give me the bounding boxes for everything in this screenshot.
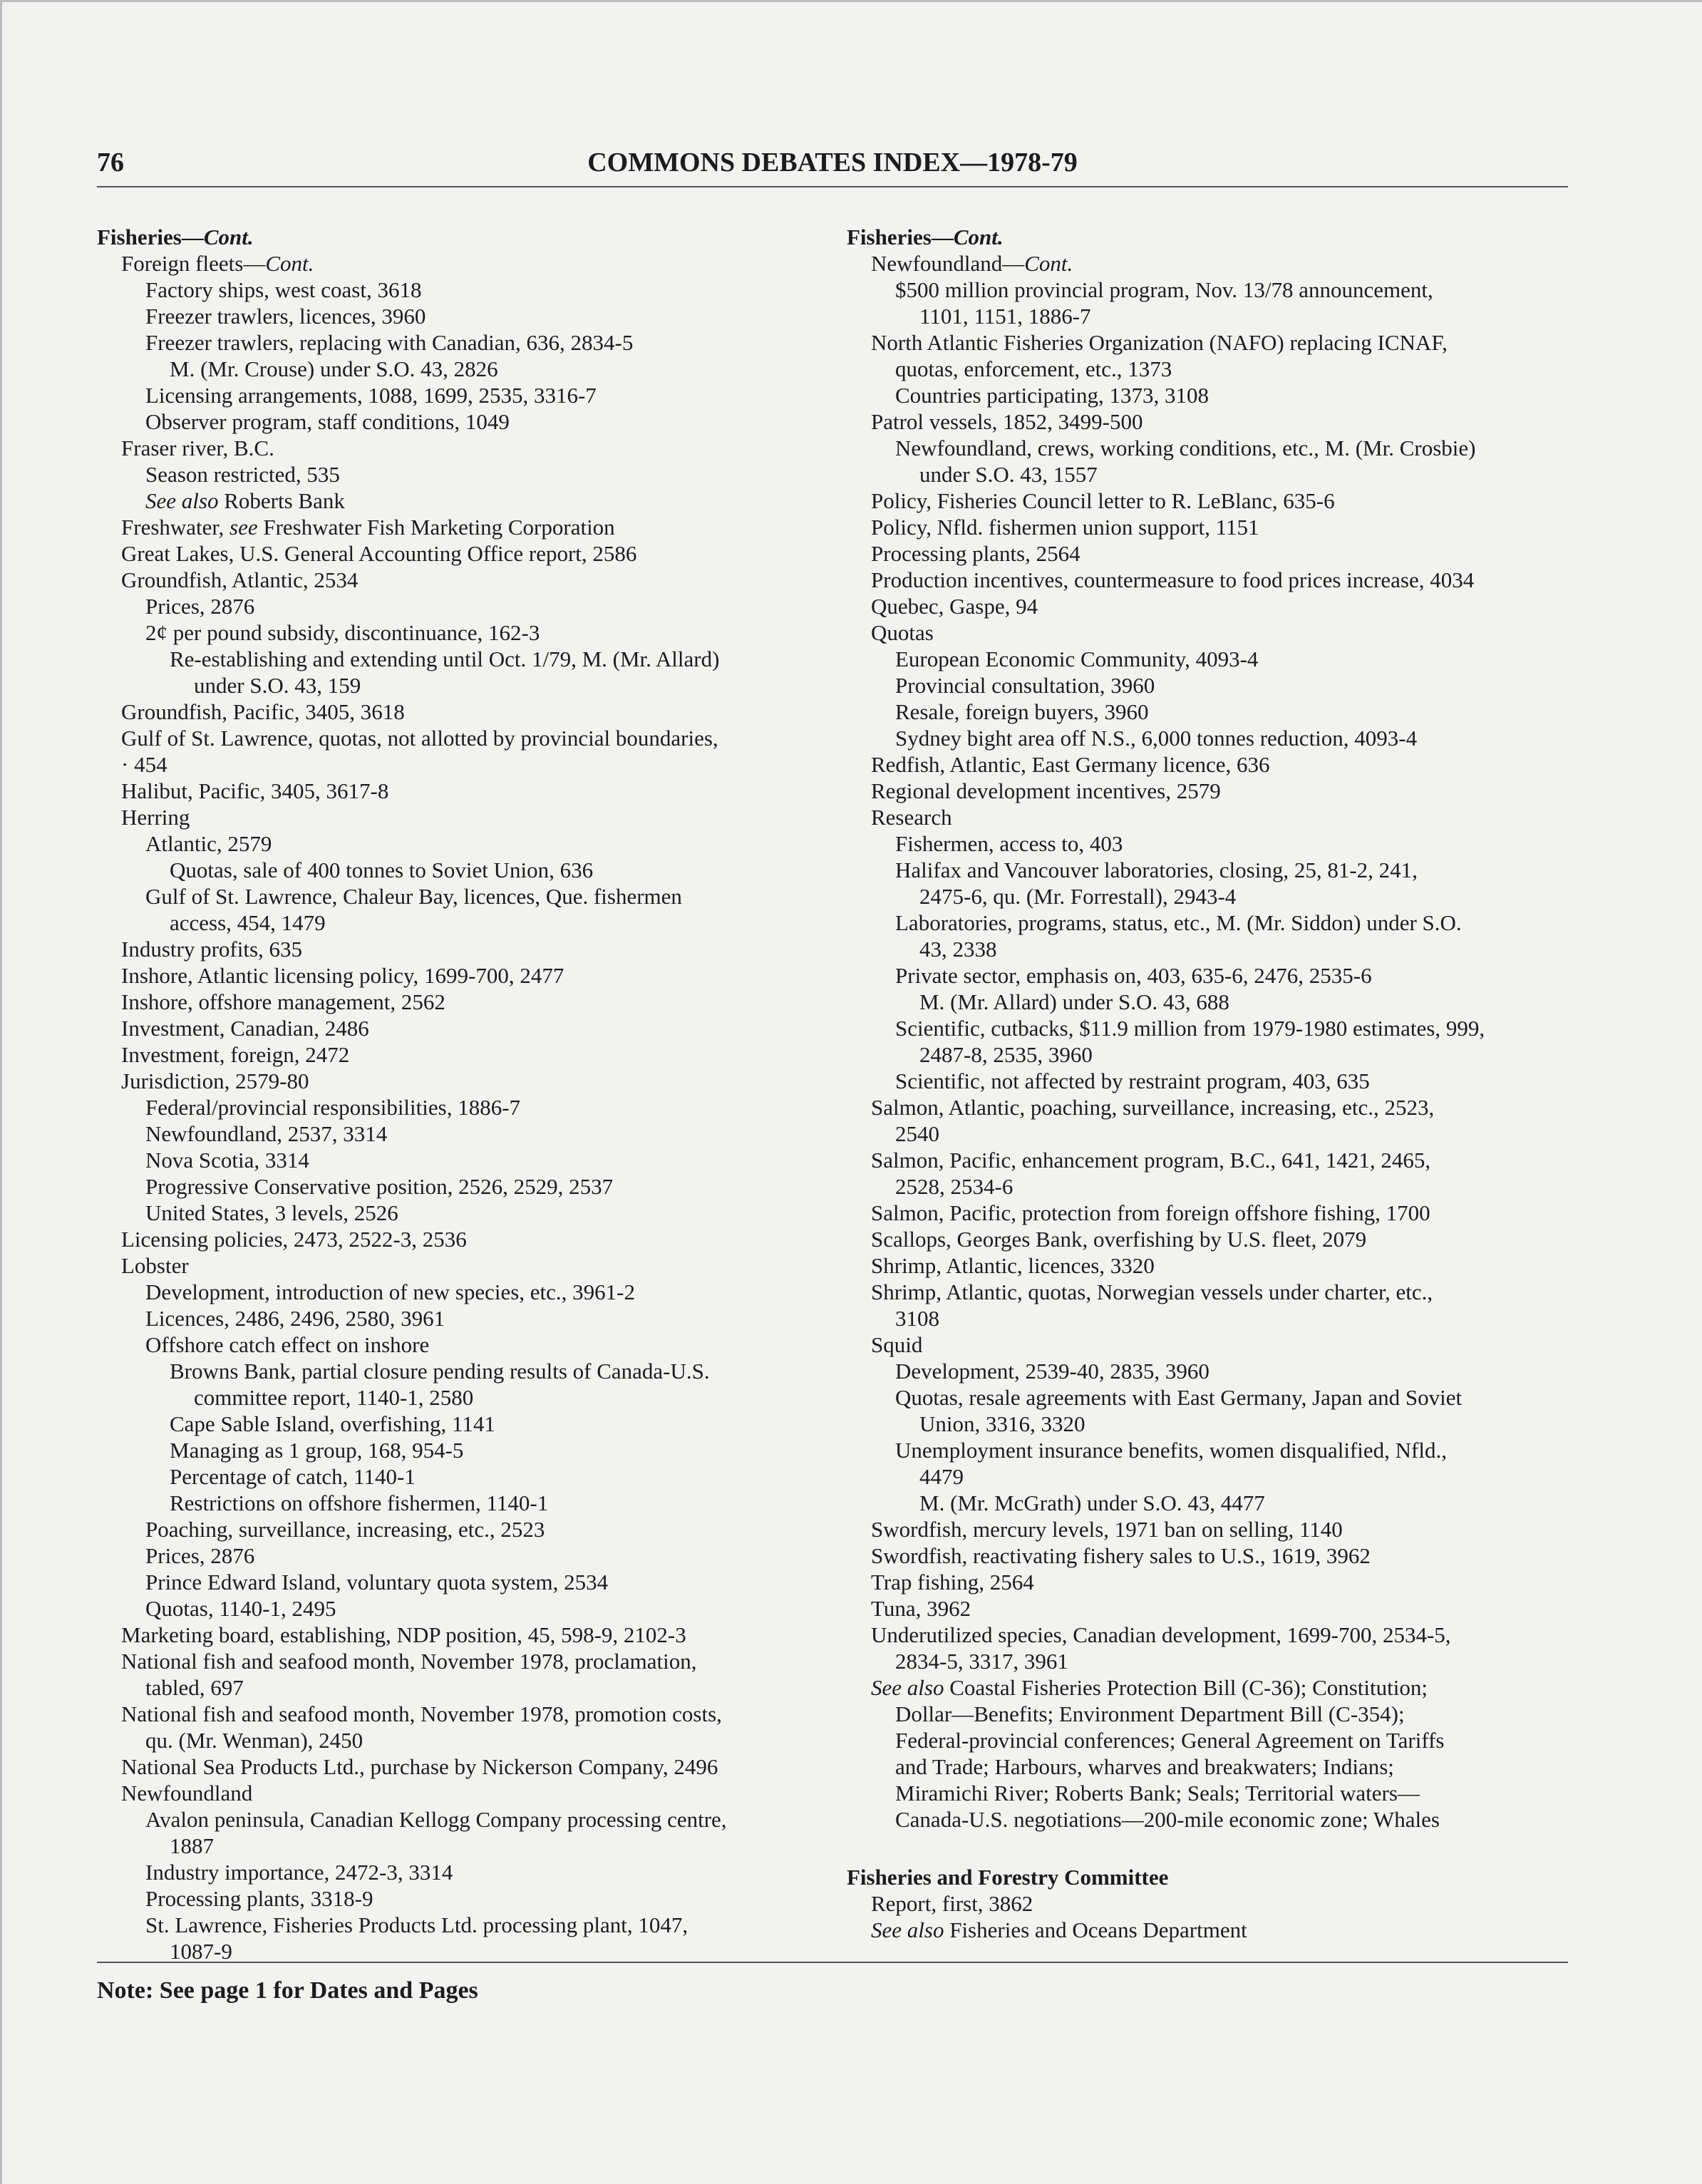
index-entry-text: Freezer trawlers, replacing with Canadian, 636, 2834-5 — [145, 330, 634, 355]
index-entry-text: Prince Edward Island, voluntary quota system, 2534 — [145, 1570, 609, 1595]
index-entry-text: Scientific, not affected by restraint program, 403, 635 — [895, 1068, 1370, 1093]
index-entry — [847, 1701, 1581, 1727]
index-entry-text: Shrimp, Atlantic, licences, 3320 — [871, 1253, 1155, 1278]
index-entry — [97, 1622, 845, 1648]
index-entry — [847, 672, 1581, 699]
index-entry-text: Freezer trawlers, licences, 3960 — [145, 304, 426, 329]
index-entry-text: Quotas, resale agreements with East Germany, Japan and Soviet — [895, 1385, 1463, 1410]
index-entry-text: Observer program, staff conditions, 1049 — [145, 409, 510, 434]
index-entry-text: Quotas — [871, 620, 934, 645]
index-entry-text: Union, 3316, 3320 — [919, 1411, 1085, 1436]
index-entry — [97, 646, 845, 672]
index-entry-text: Quotas, sale of 400 tonnes to Soviet Union, 636 — [170, 857, 594, 882]
index-entry — [847, 567, 1581, 593]
index-entry — [847, 1279, 1581, 1305]
index-entry-text: Canada-U.S. negotiations—200-mile economic zone; Whales — [895, 1807, 1440, 1832]
index-entry — [847, 646, 1581, 672]
index-entry-text: quotas, enforcement, etc., 1373 — [895, 356, 1172, 381]
index-entry — [97, 540, 845, 567]
index-entry-italic: See also — [871, 1917, 944, 1942]
page-header — [97, 147, 1568, 187]
index-heading — [97, 224, 845, 250]
index-entry-text: Licensing arrangements, 1088, 1699, 2535, 3316-7 — [145, 383, 597, 408]
index-entry — [97, 778, 845, 804]
index-entry-text: 1087-9 — [170, 1939, 232, 1964]
index-entry — [97, 1595, 845, 1622]
index-entry-text: Foreign fleets— — [121, 251, 266, 276]
index-entry — [97, 1516, 845, 1542]
index-entry-text: tabled, 697 — [145, 1675, 244, 1700]
index-entry — [847, 1121, 1581, 1147]
index-entry — [97, 408, 845, 435]
index-entry — [97, 1173, 845, 1200]
index-entry-text: National fish and seafood month, November 1978, promotion costs, — [121, 1701, 722, 1726]
index-entry-text: Patrol vessels, 1852, 3499-500 — [871, 409, 1143, 434]
index-entry-text: Quebec, Gaspe, 94 — [871, 594, 1038, 619]
running-head: COMMONS DEBATES INDEX—1978-79 — [587, 148, 1078, 177]
index-entry-text: Marketing board, establishing, NDP position, 45, 598-9, 2102-3 — [121, 1622, 686, 1647]
index-entry-text: Prices, 2876 — [145, 1543, 255, 1568]
index-entry — [847, 1727, 1581, 1753]
index-entry — [97, 1041, 845, 1068]
index-entry — [97, 1833, 845, 1859]
index-entry — [847, 1780, 1581, 1806]
index-entry-text: Investment, foreign, 2472 — [121, 1042, 350, 1067]
index-entry-text: United States, 3 levels, 2526 — [145, 1200, 398, 1225]
index-entry — [97, 1885, 845, 1912]
index-entry — [97, 488, 845, 514]
index-entry — [97, 1384, 845, 1411]
index-entry — [847, 619, 1581, 646]
index-entry-text: Fisheries — [97, 225, 182, 249]
index-entry-text: 2540 — [895, 1121, 939, 1146]
index-entry-text: Industry importance, 2472-3, 3314 — [145, 1860, 453, 1885]
index-entry — [97, 1226, 845, 1252]
index-entry — [847, 1595, 1581, 1622]
index-entry — [847, 936, 1581, 962]
index-entry — [97, 329, 845, 356]
index-entry — [97, 1859, 845, 1885]
index-entry-text: Policy, Nfld. fishermen union support, 1151 — [871, 515, 1259, 540]
index-entry-text: 1101, 1151, 1886-7 — [919, 304, 1091, 329]
index-entry-text: Sydney bight area off N.S., 6,000 tonnes reduction, 4093-4 — [895, 726, 1418, 751]
index-entry-text: — — [931, 225, 954, 249]
index-entry — [97, 857, 845, 883]
index-entry — [97, 1147, 845, 1173]
index-entry-text: and Trade; Harbours, wharves and breakwaters; Indians; — [895, 1754, 1394, 1779]
index-entry — [847, 910, 1581, 936]
index-entry-text: Newfoundland— — [871, 251, 1025, 276]
index-entry-text: Miramichi River; Roberts Bank; Seals; Territorial waters— — [895, 1781, 1420, 1806]
index-entry-text: European Economic Community, 4093-4 — [895, 647, 1259, 671]
index-entry-text: 43, 2338 — [919, 937, 997, 962]
index-entry-text: Dollar—Benefits; Environment Department Bill (C-354); — [895, 1701, 1405, 1726]
index-entry-text: Freshwater Fish Marketing Corporation — [257, 515, 615, 540]
index-entry — [847, 1890, 1581, 1917]
index-entry — [847, 593, 1581, 619]
index-entry — [97, 1912, 845, 1938]
index-entry-text: Trap fishing, 2564 — [871, 1570, 1034, 1595]
index-entry-text: Halibut, Pacific, 3405, 3617-8 — [121, 778, 389, 803]
index-entry-text: committee report, 1140-1, 2580 — [194, 1385, 474, 1410]
index-entry-text: 2528, 2534-6 — [895, 1174, 1014, 1199]
index-entry-text: 4479 — [919, 1464, 964, 1489]
index-entry-text: Factory ships, west coast, 3618 — [145, 277, 422, 302]
index-entry-text: Report, first, 3862 — [871, 1891, 1033, 1916]
index-entry-italic: see — [229, 515, 258, 540]
index-entry — [97, 461, 845, 488]
index-entry-text: Salmon, Pacific, protection from foreign offshore fishing, 1700 — [871, 1200, 1430, 1225]
index-entry-italic: Cont. — [203, 225, 254, 249]
index-entry — [847, 250, 1581, 277]
index-entry-text: Federal/provincial responsibilities, 1886-7 — [145, 1095, 521, 1120]
index-entry — [97, 1806, 845, 1833]
index-entry-text: Tuna, 3962 — [871, 1596, 971, 1621]
index-entry — [847, 699, 1581, 725]
index-entry-text: Processing plants, 2564 — [871, 541, 1080, 566]
index-entry — [847, 514, 1581, 540]
index-entry-text: 1887 — [170, 1833, 214, 1858]
index-entry-text: $500 million provincial program, Nov. 13/78 announcement, — [895, 277, 1433, 302]
index-entry — [97, 1411, 845, 1437]
index-entry-text: 3108 — [895, 1306, 939, 1331]
index-entry-text: Inshore, Atlantic licensing policy, 1699-700, 2477 — [121, 963, 564, 988]
index-entry-text: Research — [871, 805, 952, 830]
index-entry — [847, 1173, 1581, 1200]
index-entry — [847, 1200, 1581, 1226]
footer-rule — [97, 1962, 1568, 1963]
index-entry-text: Shrimp, Atlantic, quotas, Norwegian vessels under charter, etc., — [871, 1279, 1433, 1304]
index-entry-text: Cape Sable Island, overfishing, 1141 — [170, 1411, 495, 1436]
index-entry-text: Investment, Canadian, 2486 — [121, 1016, 369, 1041]
index-entry — [97, 1331, 845, 1358]
index-entry-text: Poaching, surveillance, increasing, etc., 2523 — [145, 1517, 545, 1542]
index-entry-text: Fraser river, B.C. — [121, 436, 274, 460]
index-entry — [847, 1542, 1581, 1569]
index-entry-text: Policy, Fisheries Council letter to R. LeBlanc, 635-6 — [871, 488, 1335, 513]
index-entry-text: Jurisdiction, 2579-80 — [121, 1068, 309, 1093]
index-entry-text: Managing as 1 group, 168, 954-5 — [170, 1438, 464, 1463]
index-entry-text: Re-establishing and extending until Oct. 1/79, M. (Mr. Allard) — [170, 647, 720, 671]
index-entry — [97, 1305, 845, 1331]
index-entry-text: 2487-8, 2535, 3960 — [919, 1042, 1093, 1067]
index-entry-text: Laboratories, programs, status, etc., M. (Mr. Siddon) under S.O. — [895, 910, 1462, 935]
index-entry-text: Development, 2539-40, 2835, 3960 — [895, 1359, 1210, 1384]
index-entry-text: Offshore catch effect on inshore — [145, 1332, 430, 1357]
index-entry — [847, 1358, 1581, 1384]
index-entry — [847, 857, 1581, 883]
index-entry — [847, 1094, 1581, 1121]
index-entry-text: Lobster — [121, 1253, 189, 1278]
index-entry-text: Countries participating, 1373, 3108 — [895, 383, 1209, 408]
index-entry — [97, 672, 845, 699]
index-entry — [97, 1200, 845, 1226]
index-entry — [97, 883, 845, 910]
index-entry — [97, 989, 845, 1015]
index-entry-text: Salmon, Pacific, enhancement program, B.C., 641, 1421, 2465, — [871, 1148, 1431, 1173]
index-entry — [97, 1279, 845, 1305]
index-entry-text: Swordfish, mercury levels, 1971 ban on selling, 1140 — [871, 1517, 1343, 1542]
index-entry-italic: See also — [145, 488, 219, 513]
index-entry — [847, 1490, 1581, 1516]
index-entry — [97, 1015, 845, 1041]
index-entry-text: Coastal Fisheries Protection Bill (C-36); Constitution; — [944, 1675, 1428, 1700]
index-entry-text: Private sector, emphasis on, 403, 635-6, 2476, 2535-6 — [895, 963, 1372, 988]
index-entry-text: Inshore, offshore management, 2562 — [121, 989, 445, 1014]
index-entry — [97, 1358, 845, 1384]
index-entry — [847, 725, 1581, 751]
index-entry — [847, 1917, 1581, 1943]
index-entry — [847, 1516, 1581, 1542]
index-entry — [847, 540, 1581, 567]
index-entry — [847, 883, 1581, 910]
index-entry — [97, 1094, 845, 1121]
index-entry — [97, 619, 845, 646]
footer-note: Note: See page 1 for Dates and Pages — [97, 1977, 478, 2004]
index-entry — [97, 910, 845, 936]
index-heading — [847, 1864, 1581, 1890]
index-entry — [847, 1252, 1581, 1279]
index-entry-text: 2475-6, qu. (Mr. Forrestall), 2943-4 — [919, 884, 1237, 909]
index-entry — [97, 725, 845, 751]
index-entry — [97, 1437, 845, 1463]
index-entry-text: — — [181, 225, 204, 249]
index-entry-text: Halifax and Vancouver laboratories, closing, 25, 81-2, 241, — [895, 857, 1418, 882]
index-entry-text: North Atlantic Fisheries Organization (NAFO) replacing ICNAF, — [871, 330, 1448, 355]
index-entry-text: Scientific, cutbacks, $11.9 million from 1979-1980 estimates, 999, — [895, 1016, 1485, 1041]
index-entry — [97, 1938, 845, 1964]
index-entry — [97, 962, 845, 989]
index-entry-text: under S.O. 43, 159 — [194, 673, 361, 698]
index-entry — [97, 593, 845, 619]
index-entry — [97, 435, 845, 461]
index-entry-text: Fishermen, access to, 403 — [895, 831, 1123, 856]
index-entry — [97, 250, 845, 277]
index-entry — [847, 1806, 1581, 1833]
index-entry — [847, 778, 1581, 804]
index-entry-text: National Sea Products Ltd., purchase by Nickerson Company, 2496 — [121, 1754, 718, 1779]
index-entry — [97, 1780, 845, 1806]
index-entry-text: Season restricted, 535 — [145, 462, 340, 487]
index-entry-text: M. (Mr. Crouse) under S.O. 43, 2826 — [170, 356, 498, 381]
index-entry — [97, 1674, 845, 1701]
index-entry — [97, 1068, 845, 1094]
index-entry-text: Resale, foreign buyers, 3960 — [895, 699, 1149, 724]
index-heading — [847, 224, 1581, 250]
index-entry-text: access, 454, 1479 — [170, 910, 326, 935]
index-entry-text: Development, introduction of new species, etc., 3961-2 — [145, 1279, 635, 1304]
index-entry — [97, 382, 845, 408]
index-entry — [97, 1753, 845, 1780]
index-entry — [847, 830, 1581, 857]
index-entry — [847, 356, 1581, 382]
index-entry — [847, 1331, 1581, 1358]
index-entry-text: Redfish, Atlantic, East Germany licence, 636 — [871, 752, 1270, 777]
index-entry-text: Licences, 2486, 2496, 2580, 3961 — [145, 1306, 445, 1331]
index-entry-text: Fisheries and Oceans Department — [944, 1917, 1247, 1942]
index-entry — [847, 461, 1581, 488]
index-column-left — [97, 224, 845, 1964]
index-entry — [97, 303, 845, 329]
index-entry — [847, 1068, 1581, 1094]
index-entry-text: Groundfish, Atlantic, 2534 — [121, 567, 359, 592]
index-entry — [97, 1490, 845, 1516]
index-entry — [97, 1727, 845, 1753]
index-entry-text: Newfoundland, 2537, 3314 — [145, 1121, 388, 1146]
index-entry-text: Gulf of St. Lawrence, Chaleur Bay, licences, Que. fishermen — [145, 884, 682, 909]
index-entry-text: · 454 — [121, 752, 167, 777]
index-entry — [847, 1411, 1581, 1437]
index-entry — [847, 1569, 1581, 1595]
page-number: 76 — [97, 148, 124, 177]
index-entry-italic: See also — [871, 1675, 944, 1700]
index-entry-text: Progressive Conservative position, 2526, 2529, 2537 — [145, 1174, 614, 1199]
index-entry-text: Swordfish, reactivating fishery sales to U.S., 1619, 3962 — [871, 1543, 1371, 1568]
index-entry-text: Provincial consultation, 3960 — [895, 673, 1155, 698]
index-entry — [97, 356, 845, 382]
index-entry-text: Federal-provincial conferences; General Agreement on Tariffs — [895, 1728, 1445, 1753]
index-entry-text: Freshwater, — [121, 515, 229, 540]
index-entry-text: Atlantic, 2579 — [145, 831, 272, 856]
index-entry-text: Regional development incentives, 2579 — [871, 778, 1221, 803]
index-entry — [847, 277, 1581, 303]
index-entry — [97, 1121, 845, 1147]
index-entry-text: Unemployment insurance benefits, women disqualified, Nfld., — [895, 1438, 1447, 1463]
index-entry-text: Newfoundland — [121, 1781, 253, 1806]
index-entry — [97, 1701, 845, 1727]
index-entry — [847, 1753, 1581, 1780]
index-entry — [97, 1648, 845, 1674]
index-entry — [847, 329, 1581, 356]
index-entry-text: Newfoundland, crews, working conditions, etc., M. (Mr. Crosbie) — [895, 436, 1476, 460]
index-entry — [847, 1147, 1581, 1173]
index-entry — [97, 567, 845, 593]
index-entry — [847, 1463, 1581, 1490]
index-entry-text: Gulf of St. Lawrence, quotas, not allotted by provincial boundaries, — [121, 726, 718, 751]
index-entry — [97, 1463, 845, 1490]
index-entry-text: Herring — [121, 805, 190, 830]
index-entry — [847, 303, 1581, 329]
index-entry-italic: Cont. — [953, 225, 1004, 249]
index-entry-text: National fish and seafood month, November 1978, proclamation, — [121, 1649, 697, 1674]
index-entry-text: Quotas, 1140-1, 2495 — [145, 1596, 336, 1621]
index-entry-text: Groundfish, Pacific, 3405, 3618 — [121, 699, 405, 724]
index-entry-text: Restrictions on offshore fishermen, 1140-1 — [170, 1490, 549, 1515]
index-entry — [847, 804, 1581, 830]
index-entry — [97, 514, 845, 540]
index-entry — [847, 751, 1581, 778]
index-entry — [847, 1384, 1581, 1411]
index-entry — [97, 751, 845, 778]
index-entry-text: qu. (Mr. Wenman), 2450 — [145, 1728, 363, 1753]
index-entry-text: M. (Mr. McGrath) under S.O. 43, 4477 — [919, 1490, 1265, 1515]
index-entry-text: Processing plants, 3318-9 — [145, 1886, 373, 1911]
index-entry-text: Fisheries — [847, 225, 932, 249]
index-entry — [97, 277, 845, 303]
index-entry-text: 2834-5, 3317, 3961 — [895, 1649, 1068, 1674]
index-entry — [847, 1674, 1581, 1701]
index-entry — [847, 1226, 1581, 1252]
index-entry-text: Percentage of catch, 1140-1 — [170, 1464, 416, 1489]
index-entry — [847, 408, 1581, 435]
index-entry — [97, 830, 845, 857]
index-entry-text: Scallops, Georges Bank, overfishing by U.S. fleet, 2079 — [871, 1227, 1367, 1252]
index-entry-italic: Cont. — [265, 251, 314, 276]
index-entry — [847, 1648, 1581, 1674]
index-entry-text: Fisheries and Forestry Committee — [847, 1865, 1169, 1890]
index-entry-text: Prices, 2876 — [145, 594, 255, 619]
index-entry-text: Avalon peninsula, Canadian Kellogg Company processing centre, — [145, 1807, 727, 1832]
index-entry-text: Underutilized species, Canadian development, 1699-700, 2534-5, — [871, 1622, 1451, 1647]
index-entry-text: St. Lawrence, Fisheries Products Ltd. processing plant, 1047, — [145, 1912, 688, 1937]
index-entry — [847, 382, 1581, 408]
index-entry-text: Squid — [871, 1332, 923, 1357]
index-entry-text: Roberts Bank — [218, 488, 345, 513]
index-entry-text: 2¢ per pound subsidy, discontinuance, 162-3 — [145, 620, 540, 645]
index-entry — [847, 1015, 1581, 1041]
index-entry — [847, 962, 1581, 989]
index-entry — [97, 1252, 845, 1279]
index-entry — [847, 989, 1581, 1015]
index-entry — [847, 1305, 1581, 1331]
index-entry — [847, 1437, 1581, 1463]
index-entry — [847, 488, 1581, 514]
index-entry-text: Great Lakes, U.S. General Accounting Office report, 2586 — [121, 541, 637, 566]
index-entry — [97, 699, 845, 725]
index-entry — [847, 1041, 1581, 1068]
index-entry-text: Browns Bank, partial closure pending results of Canada-U.S. — [170, 1359, 710, 1384]
index-column-right — [847, 224, 1581, 1943]
entry-gap — [847, 1833, 1581, 1864]
index-entry — [97, 804, 845, 830]
index-entry — [847, 1622, 1581, 1648]
index-entry — [97, 1542, 845, 1569]
index-entry-text: Salmon, Atlantic, poaching, surveillance, increasing, etc., 2523, — [871, 1095, 1435, 1120]
index-entry — [97, 936, 845, 962]
index-entry — [97, 1569, 845, 1595]
index-entry — [847, 435, 1581, 461]
index-entry-text: M. (Mr. Allard) under S.O. 43, 688 — [919, 989, 1229, 1014]
index-entry-text: Licensing policies, 2473, 2522-3, 2536 — [121, 1227, 467, 1252]
index-entry-italic: Cont. — [1024, 251, 1073, 276]
index-entry-text: Nova Scotia, 3314 — [145, 1148, 309, 1173]
index-entry-text: under S.O. 43, 1557 — [919, 462, 1098, 487]
header-rule — [97, 186, 1568, 187]
index-entry-text: Production incentives, countermeasure to food prices increase, 4034 — [871, 567, 1475, 592]
index-entry-text: Industry profits, 635 — [121, 937, 303, 962]
